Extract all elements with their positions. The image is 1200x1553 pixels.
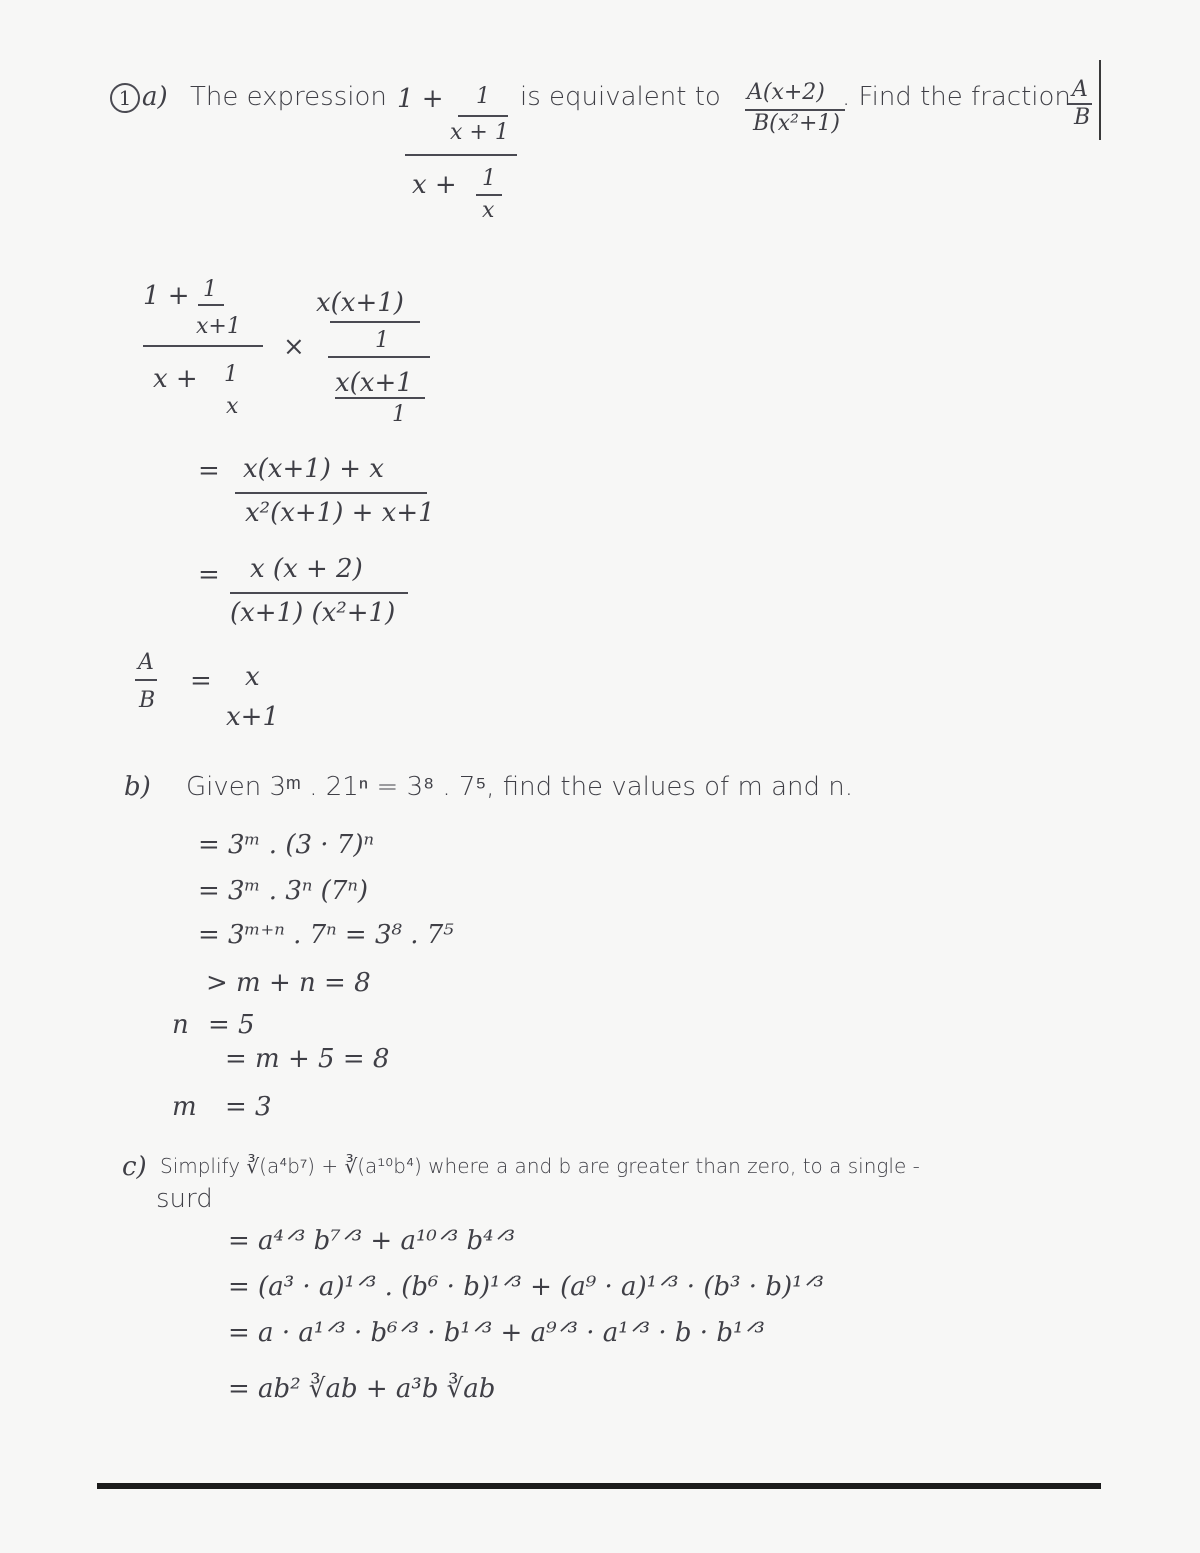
q1b-n-var: n [172, 1010, 189, 1040]
q1a-prompt-end: . Find the fraction [842, 82, 1071, 112]
work-a-result-a: A [138, 650, 154, 675]
work-a-result-den: x+1 [226, 702, 279, 732]
work-a-bottom-den: x [226, 394, 239, 419]
work-a-step1-bar [235, 492, 427, 494]
work-a-main-bar [143, 345, 263, 347]
work-a-times: × [283, 332, 305, 362]
q1c-prompt-surd: surd [156, 1184, 213, 1214]
q1a-target-den: B(x²+1) [753, 111, 840, 136]
q1b-label: b) [124, 772, 151, 802]
q1b-n-value: = 5 [208, 1010, 255, 1040]
work-a-bottom-num: 1 [224, 362, 238, 387]
work-a-mult-num-top: x(x+1) [316, 288, 404, 318]
q1a-prompt-start: The expression [190, 82, 387, 112]
work-a-mult-num-bar [330, 321, 420, 323]
work-a-step2-den: (x+1) (x²+1) [230, 598, 396, 628]
q1b-m-var: m [172, 1092, 197, 1122]
work-a-eq-3: = [190, 666, 212, 696]
work-a-eq-1: = [198, 456, 220, 486]
q1b-line-1: = 3ᵐ . (3 · 7)ⁿ [198, 830, 375, 860]
q1b-line-4: > m + n = 8 [206, 968, 371, 998]
q1a-expr-num: 1 [476, 84, 490, 109]
work-a-result-num: x [245, 662, 260, 692]
q1a-fraction-a: A [1072, 77, 1088, 102]
q1a-expr-den: x + 1 [450, 120, 509, 145]
work-a-step1-den: x²(x+1) + x+1 [245, 498, 435, 528]
q1a-expr-bottom-num: 1 [482, 166, 496, 191]
work-a-step2-bar [230, 592, 408, 594]
work-a-bottom: x + [153, 364, 198, 394]
work-a-step1-num: x(x+1) + x [243, 454, 384, 484]
q1c-line-4: = ab² ∛ab + a³b ∛ab [228, 1374, 496, 1404]
q1b-line-2: = 3ᵐ . 3ⁿ (7ⁿ) [198, 876, 369, 906]
q1a-expr-top: 1 + [397, 84, 444, 114]
work-a-step2-num: x (x + 2) [250, 554, 363, 584]
q1c-prompt: Simplify ∛(a⁴b⁷) + ∛(a¹⁰b⁴) where a and b are greater than zero, to a single - [160, 1154, 920, 1178]
work-a-mult-main-bar [328, 356, 430, 358]
q1c-line-2: = (a³ · a)¹ᐟ³ . (b⁶ · b)¹ᐟ³ + (a⁹ · a)¹ᐟ³ · (b³ · b)¹ᐟ³ [228, 1272, 824, 1302]
work-a-top: 1 + [143, 281, 190, 311]
q1c-line-3: = a · a¹ᐟ³ · b⁶ᐟ³ · b¹ᐟ³ + a⁹ᐟ³ · a¹ᐟ³ · b · b¹ᐟ³ [228, 1318, 765, 1348]
q1b-line-6: = m + 5 = 8 [225, 1044, 390, 1074]
q1a-fraction-b: B [1074, 105, 1091, 130]
work-a-eq-2: = [198, 560, 220, 590]
work-a-num: 1 [203, 277, 217, 302]
q1a-expr-bottom: x + [412, 170, 457, 200]
q1a-main-fraction-bar [405, 154, 517, 156]
work-a-result-ab-bar [135, 679, 157, 681]
work-a-result-b: B [139, 688, 156, 713]
q1a-small-fraction-bar [458, 115, 508, 117]
q1a-target-num: A(x+2) [747, 80, 825, 105]
work-a-mult-num-bottom: 1 [375, 328, 389, 353]
q1a-expr-bottom-den: x [482, 198, 495, 223]
bottom-border-bar [97, 1483, 1101, 1489]
work-a-den: x+1 [196, 314, 241, 339]
work-a-mult-den-top: x(x+1 [335, 368, 413, 398]
q1a-bottom-fraction-bar [476, 194, 502, 196]
q1c-label: c) [122, 1152, 147, 1182]
question-number-circle: 1 [110, 83, 140, 113]
work-a-inner-bar [198, 304, 224, 306]
q1c-line-1: = a⁴ᐟ³ b⁷ᐟ³ + a¹⁰ᐟ³ b⁴ᐟ³ [228, 1226, 516, 1256]
q1b-prompt: Given 3ᵐ . 21ⁿ = 3⁸ . 7⁵, find the values of m and n. [186, 772, 853, 802]
q1a-prompt-mid: is equivalent to [520, 82, 721, 112]
q1b-m-value: = 3 [225, 1092, 272, 1122]
q1a-label: a) [142, 82, 168, 112]
q1b-line-3: = 3ᵐ⁺ⁿ . 7ⁿ = 3⁸ . 7⁵ [198, 920, 454, 950]
page-margin-line [1099, 60, 1101, 140]
work-a-mult-den-bar [335, 397, 425, 399]
work-a-mult-den-bottom: 1 [392, 402, 406, 427]
